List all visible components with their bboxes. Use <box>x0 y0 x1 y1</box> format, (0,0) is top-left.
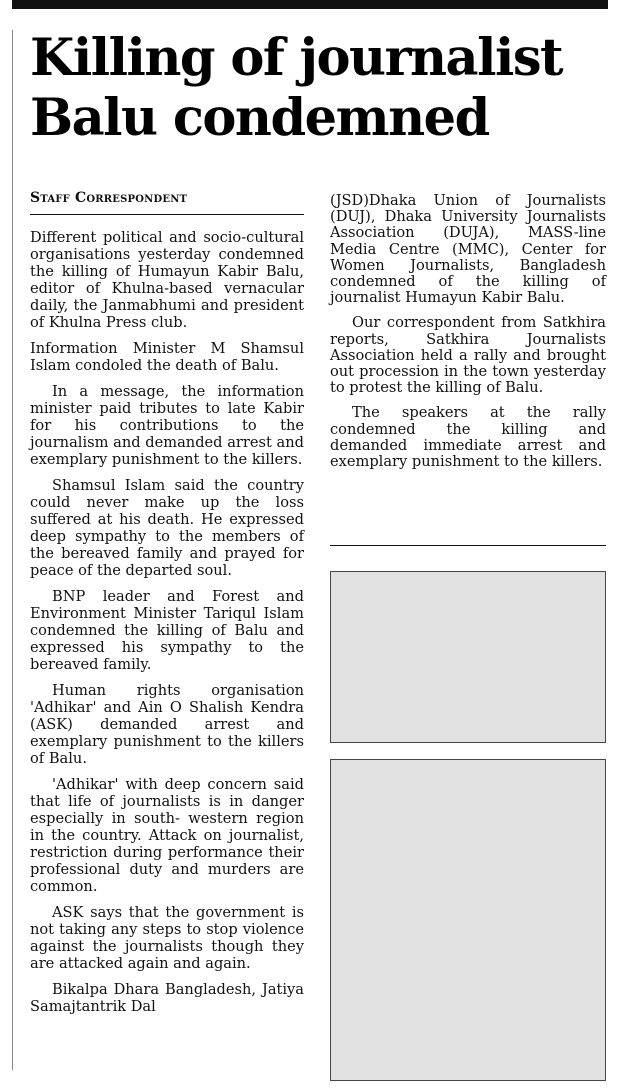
paragraph: In a message, the information minister paid tributes to late Kabir for his contributions to the journalism and demanded arrest and exemplary punishment to the killers. <box>30 383 304 468</box>
paragraph: Our correspondent from Satkhira reports, Satkhira Journalists Association held a rally and brought out procession in the town yesterday to protest the killing of Balu. <box>330 314 606 397</box>
byline: Staff Correspondent <box>30 190 304 215</box>
paragraph: Information Minister M Shamsul Islam condoled the death of Balu. <box>30 340 304 374</box>
top-rule <box>12 0 608 9</box>
headline-line-2: Balu condemned <box>30 88 489 148</box>
column-end-rule <box>330 545 606 546</box>
article-column-left <box>30 190 304 1024</box>
paragraph: ASK says that the government is not taking any steps to stop violence against the journalists though they are attacked again and again. <box>30 904 304 972</box>
paragraph: Human rights organisation 'Adhikar' and Ain O Shalish Kendra (ASK) demanded arrest and exemplary punishment to the killers of Balu. <box>30 682 304 767</box>
headline <box>30 28 610 148</box>
paragraph: The speakers at the rally condemned the killing and demanded immediate arrest and exemplary punishment to the killers. <box>330 404 606 471</box>
advertisement-placeholder <box>330 759 606 1081</box>
paragraph: Shamsul Islam said the country could never make up the loss suffered at his death. He expressed deep sympathy to the members of the bereaved family and prayed for peace of the departed soul. <box>30 477 304 579</box>
paragraph: Different political and socio-cultural organisations yesterday condemned the killing of Humayun Kabir Balu, editor of Khulna-based vernacular daily, the Janmabhumi and president of Khulna Press club. <box>30 229 304 331</box>
paragraph: (JSD)Dhaka Union of Journalists (DUJ), Dhaka University Journalists Association (DUJA), MASS-line Media Centre (MMC), Center for Women Journalists, Bangladesh condemned of the killing of journalist Humayun Kabir Balu. <box>330 192 606 307</box>
paragraph: Bikalpa Dhara Bangladesh, Jatiya Samajtantrik Dal <box>30 981 304 1015</box>
advertisement-placeholder <box>330 571 606 743</box>
paragraph: BNP leader and Forest and Environment Minister Tariqul Islam condemned the killing of Balu and expressed his sympathy to the bereaved family. <box>30 588 304 673</box>
headline-line-1: Killing of journalist <box>30 28 563 88</box>
column-gutter-line <box>12 30 13 1070</box>
article-column-right <box>330 193 606 479</box>
paragraph: 'Adhikar' with deep concern said that life of journalists is in danger especially in south- western region in the country. Attack on journalist, restriction during performance their professional duty and murders are common. <box>30 776 304 895</box>
